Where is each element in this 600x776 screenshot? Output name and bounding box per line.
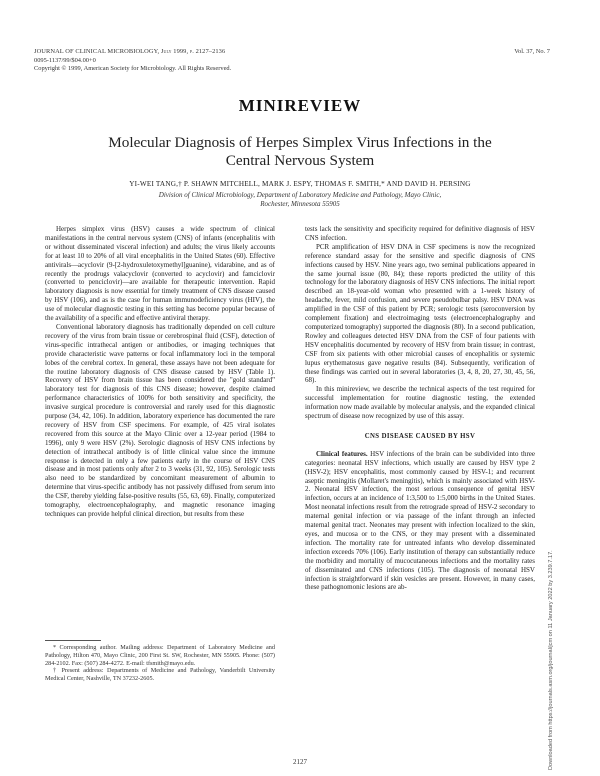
body-paragraph: PCR amplification of HSV DNA in CSF specimens is now the recognized reference standard assay for the sensitive and specific diagnosis of CNS infections caused by HSV. Nine years ago, two seminal publications appeared in the same journal issue (80, 84); these reports predicted the utility of this technology for the laboratory diagnosis of HSV CNS infections. The initial report described an 18-year-old woman who presented with a 1-week history of headache, fever, mild confusion, and severe pseudobulbar palsy. HSV DNA was amplified in the CSF of this patient by PCR; serologic tests (seroconversion by complement fixation) and electroimaging tests (electroencephalography and computerized tomography) supported the diagnosis (80). In a second publication, Rowley and colleagues detected HSV DNA from the CSF of four patients with HSV encephalitis documented by recovery of HSV from brain tissue; in contrast, CSF from six patients with other microbial causes of encephalitis or systemic lupus erythematosus gave negative results (84). Subsequently, verification of these findings was carried out in several laboratories (3, 4, 8, 20, 27, 30, 45, 56, 68). [305,242,535,385]
issn-line: 0095-1137/99/$04.00+0 [34,56,96,64]
journal-header [34,48,550,74]
subsection-runin-heading: Clinical features. [316,449,368,458]
footnote-divider [45,640,101,641]
affiliation [60,191,540,209]
body-paragraph: Herpes simplex virus (HSV) causes a wide spectrum of clinical manifestations in the central nervous system (CNS) of infants (encephalitis with or without disseminated visceral infection) and adults; the virus likely accounts for at least 10 to 20% of all viral encephalitis in the United States (60). Effective antivirals—acyclovir (9-[2-hydroxuletoxymethyl]guanine), vidarabine, and as of recently the prodrugs valacyclovir (converted to acyclovir) and famciclovir (converted to penciclovir)—are available for therapeutic intervention. Rapid laboratory diagnosis is now essential for timely treatment of CNS disease caused by HSV (106), and as is the case for human immunodeficiency virus (HIV), the use of molecular diagnostic testing in this setting has become popular because of the availability of a specific and effective antiviral therapy. [45,225,275,323]
article-type-label: MINIREVIEW [238,96,362,115]
affiliation-line: Rochester, Minnesota 55905 [260,200,340,208]
section-heading: CNS DISEASE CAUSED BY HSV [364,432,476,440]
title-line: Central Nervous System [225,152,375,169]
page-number: 2127 [293,758,307,766]
clinical-features-paragraph [305,450,535,593]
volume-issue: Vol. 37, No. 7 [514,48,550,55]
title-line: Molecular Diagnosis of Herpes Simplex Virus Infections in the [108,134,492,151]
download-watermark: Downloaded from https://journals.asm.org/journal/jcm on 11 January 2022 by 3.239.7.17. [548,550,554,770]
corresponding-author-footnote: * Corresponding author. Mailing address: Department of Laboratory Medicine and Pathology, Hilton 470, Mayo Clinic, 200 First St. SW, Rochester, MN 55905. Phone: (507) 284-2102. Fax: (507) 284-4272. E-mail: tfsmith@mayo.edu. [45,644,275,667]
affiliation-line: Division of Clinical Microbiology, Department of Laboratory Medicine and Pathology, Mayo Clinic, [158,191,442,199]
author-list: YI-WEI TANG,† P. SHAWN MITCHELL, MARK J. ESPY, THOMAS F. SMITH,* AND DAVID H. PERSING [129,180,471,188]
right-column [305,225,535,592]
left-column [45,225,275,519]
present-address-footnote: † Present address: Departments of Medicine and Pathology, Vanderbilt University Medical Center, Nashville, TN 37232-2605. [45,667,275,683]
journal-citation: JOURNAL OF CLINICAL MICROBIOLOGY, July 1999, p. 2127–2136 [34,48,226,55]
copyright-line: Copyright © 1999, American Society for Microbiology. All Rights Reserved. [34,65,232,73]
body-paragraph: tests lack the sensitivity and specificity required for definitive diagnosis of HSV CNS infection. [305,225,535,242]
article-title [60,134,540,170]
body-paragraph: In this minireview, we describe the technical aspects of the test required for successful implementation for routine diagnostic testing, the extended information now made available by molecular analysis, and the expanded clinical spectrum of disease now recognized by use of this assay. [305,385,535,421]
body-paragraph: Conventional laboratory diagnosis has traditionally depended on cell culture recovery of the virus from brain tissue or cerebrospinal fluid (CSF), detection of virus-specific intrathecal antigen or antibodies, or imaging techniques that provide characteristic wave patterns or focal inflammatory loci in the temporal lobes of the cerebral cortex. In general, these assays have not been adequate for the routine laboratory diagnosis of CNS disease caused by HSV (Table 1). Recovery of HSV from brain tissue has been considered the "gold standard" laboratory test for diagnosis of this CNS disease; however, despite claimed performance characteristics of 100% for both sensitivity and specificity, the invasive surgical procedure is controversial and rarely used for this diagnostic purpose (34, 42, 106). In addition, laboratory experience has documented the rare recovery of HSV from CSF specimens. For example, of 425 viral isolates recovered from this source at the Mayo Clinic over a 12-year period (1984 to 1996), only 9 were HSV (2%). Serologic diagnosis of HSV CNS infections by detection of intrathecal antibody is of little clinical value since the immune response is detected in only a few patients early in the course of HSV CNS disease and in most patients only after 2 to 3 weeks (31, 92, 105). Serologic tests also need to be standardized by concomitant measurement of albumin to determine that virus-specific antibody has not passively diffused from serum into the CSF, thereby yielding false-positive results (55, 63, 69). Finally, computerized tomography, electroencephalography, and magnetic resonance imaging techniques can provide helpful clinical direction, but results from these [45,322,275,518]
footnotes [45,644,275,683]
paragraph-text: HSV infections of the brain can be subdivided into three categories: neonatal HSV infections, which usually are caused by HSV type 2 (HSV-2); HSV encephalitis, most commonly caused by HSV-1; and recurrent aseptic meningitis (Mollaret's meningitis), which is mainly associated with HSV-2. Neonatal HSV infection, the most serious consequence of genital HSV infection, occurs at an incidence of 1:3,500 to 1:5,000 births in the United States. Most neonatal infections result from the retrograde spread of HSV-2 secondary to maternal genital infection or via passage of the infant through an infected maternal genital tract. Neonates may present with infection localized to the skin, eyes, and mucosa or to the CNS, or they may present with a disseminated infection. The mortality rate for untreated infants who develop disseminated infection exceeds 70% (106). Early institution of therapy can substantially reduce the morbidity and mortality of mucocutaneous infections and the mortality rates of disseminated and CNS infections (105). The diagnosis of neonatal HSV infection is straightforward if skin vesicles are present. However, in many cases, these pathognomonic lesions are ab- [305,449,536,592]
